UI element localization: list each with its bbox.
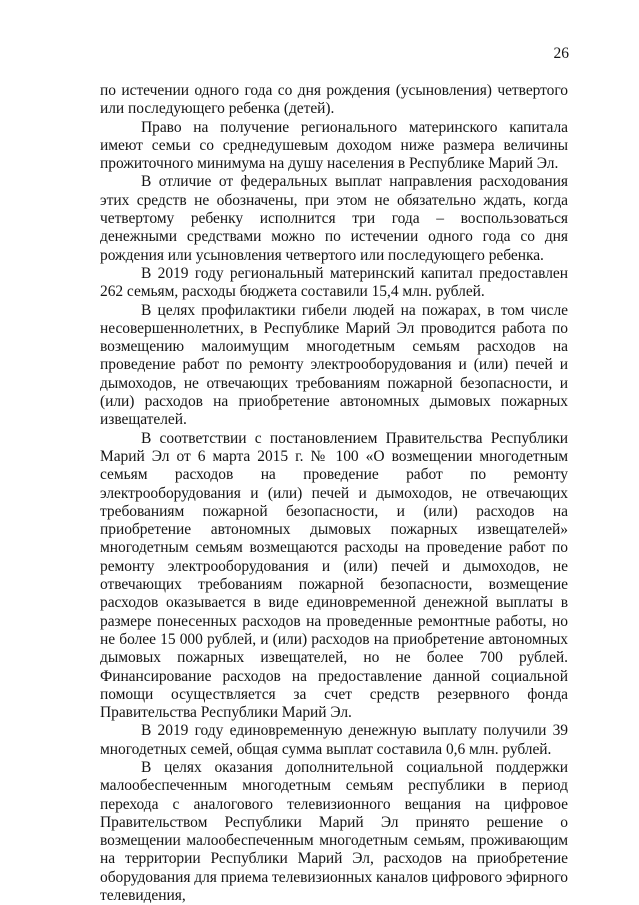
document-body [100,82,568,905]
paragraph-4: В 2019 году региональный материнский капитал предоставлен 262 семьям, расходы бюджета составили 15,4 млн. рублей. [100,264,568,301]
paragraph-5: В целях профилактики гибели людей на пожарах, в том числе несовершеннолетних, в Республике Марий Эл проводится работа по возмещению малоимущим многодетным семьям расходов на проведение работ по ремонту электрооборудования и (или) печей и дымоходов, не отвечающих требованиям пожарной безопасности, и (или) расходов на приобретение автономных дымовых пожарных извещателей. [100,301,568,429]
paragraph-1: по истечении одного года со дня рождения (усыновления) четвертого или последующего ребенка (детей). [100,82,568,118]
paragraph-8: В целях оказания дополнительной социальной поддержки малообеспеченным многодетным семьям республики в период перехода с аналогового телевизионного вещания на цифровое Правительством Республики Марий Эл принято решение о возмещении малообеспеченным многодетным семьям, проживающим на территории Республики Марий Эл, расходов на приобретение оборудования для приема телевизионных каналов цифрового эфирного телевидения, [100,758,568,905]
page-number: 26 [553,45,569,62]
paragraph-6: В соответствии с постановлением Правительства Республики Марий Эл от 6 марта 2015 г. № 100 «О возмещении многодетным семьям расходов на проведение работ по ремонту электрооборудования и (или) печей и дымоходов, не отвечающих требованиям пожарной безопасности, и (или) расходов на приобретение автономных дымовых пожарных извещателей» многодетным семьям возмещаются расходы на проведение работ по ремонту электрооборудования и (или) печей и дымоходов, не отвечающих требованиям пожарной безопасности, возмещение расходов оказывается в виде единовременной денежной выплаты в размере понесенных расходов на проведенные ремонтные работы, но не более 15 000 рублей, и (или) расходов на приобретение автономных дымовых пожарных извещателей, но не более 700 рублей. Финансирование расходов на предоставление данной социальной помощи осуществляется за счет средств резервного фонда Правительства Республики Марий Эл. [100,429,568,722]
paragraph-3: В отличие от федеральных выплат направления расходования этих средств не обозначены, при этом не обязательно ждать, когда четвертому ребенку исполнится три года – воспользоваться денежными средствами можно по истечении одного года со дня рождения или усыновления четвертого или последующего ребенка. [100,173,568,264]
paragraph-2: Право на получение регионального материнского капитала имеют семьи со среднедушевым доходом ниже размера величины прожиточного минимума на душу населения в Республике Марий Эл. [100,118,568,173]
paragraph-7: В 2019 году единовременную денежную выплату получили 39 многодетных семей, общая сумма выплат составила 0,6 млн. рублей. [100,722,568,758]
